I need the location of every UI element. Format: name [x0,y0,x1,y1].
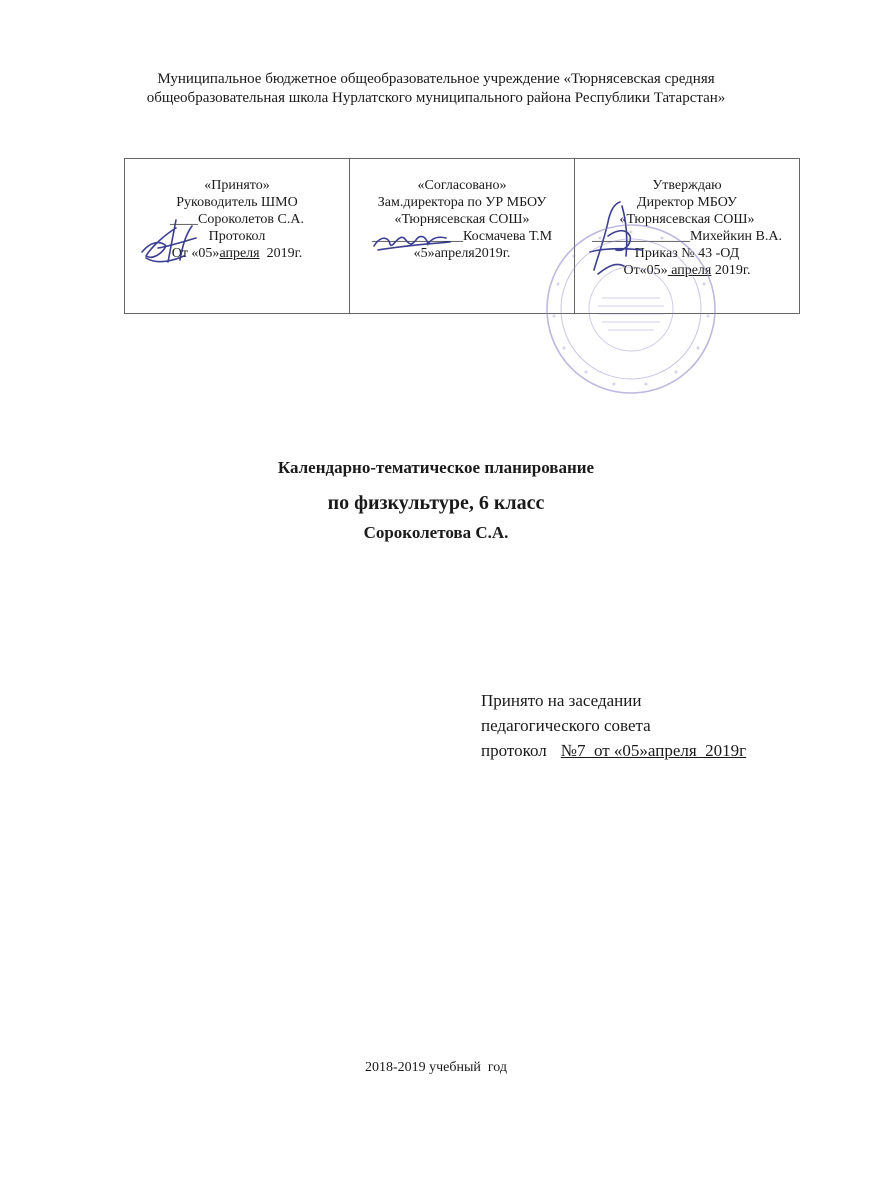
agreed-label: «Согласовано» [417,178,507,193]
approved-school: «Тюрнясевская СОШ» [619,212,755,227]
agreed-name-line: _____________Космачева Т.М [371,229,553,244]
agreed-role: Зам.директора по УР МБОУ [377,195,547,210]
accepted-label: «Принято» [204,178,270,193]
council-line-2: педагогического совета [481,716,651,735]
organization-header [60,70,812,108]
document-author: Сороколетова С.А. [363,523,509,542]
agreed-name: Космачева Т.М [462,229,553,244]
council-approval [481,688,746,763]
council-protocol-number: №7 от «05»апреля 2019г [560,741,747,760]
approved-order: Приказ № 43 -ОД [634,246,740,261]
accepted-protocol: Протокол [208,229,266,244]
approved-name: Михейкин В.А. [689,229,783,244]
organization-line-2: общеобразовательная школа Нурлатского муниципального района Республики Татарстан» [146,90,726,106]
agreed-cell [350,159,575,314]
approved-name-line: ______________Михейкин В.А. [591,229,783,244]
accepted-date: От «05»апреля 2019г. [171,246,303,261]
accepted-name-line: ____Сороколетов С.А. [170,212,304,227]
document-subject: по физкультуре, 6 класс [327,492,545,514]
accepted-name: Сороколетов С.А. [198,212,304,227]
approved-label: Утверждаю [652,178,722,193]
council-protocol: протокол №7 от «05»апреля 2019г [481,741,747,760]
document-title: Календарно-тематическое планирование [277,458,595,477]
approved-cell [575,159,800,314]
council-line-1: Принято на заседании [481,691,642,710]
academic-year: 2018-2019 учебный год [364,1060,508,1075]
agreed-date: «5»апреля2019г. [413,246,511,261]
accepted-cell [125,159,350,314]
accepted-role: Руководитель ШМО [176,195,298,210]
approved-role: Директор МБОУ [637,195,737,210]
agreed-school: «Тюрнясевская СОШ» [394,212,530,227]
approved-date: От«05» апреля 2019г. [623,263,751,278]
approval-table [124,158,800,314]
organization-line-1: Муниципальное бюджетное общеобразовательное учреждение «Тюрнясевская средняя [157,71,715,87]
